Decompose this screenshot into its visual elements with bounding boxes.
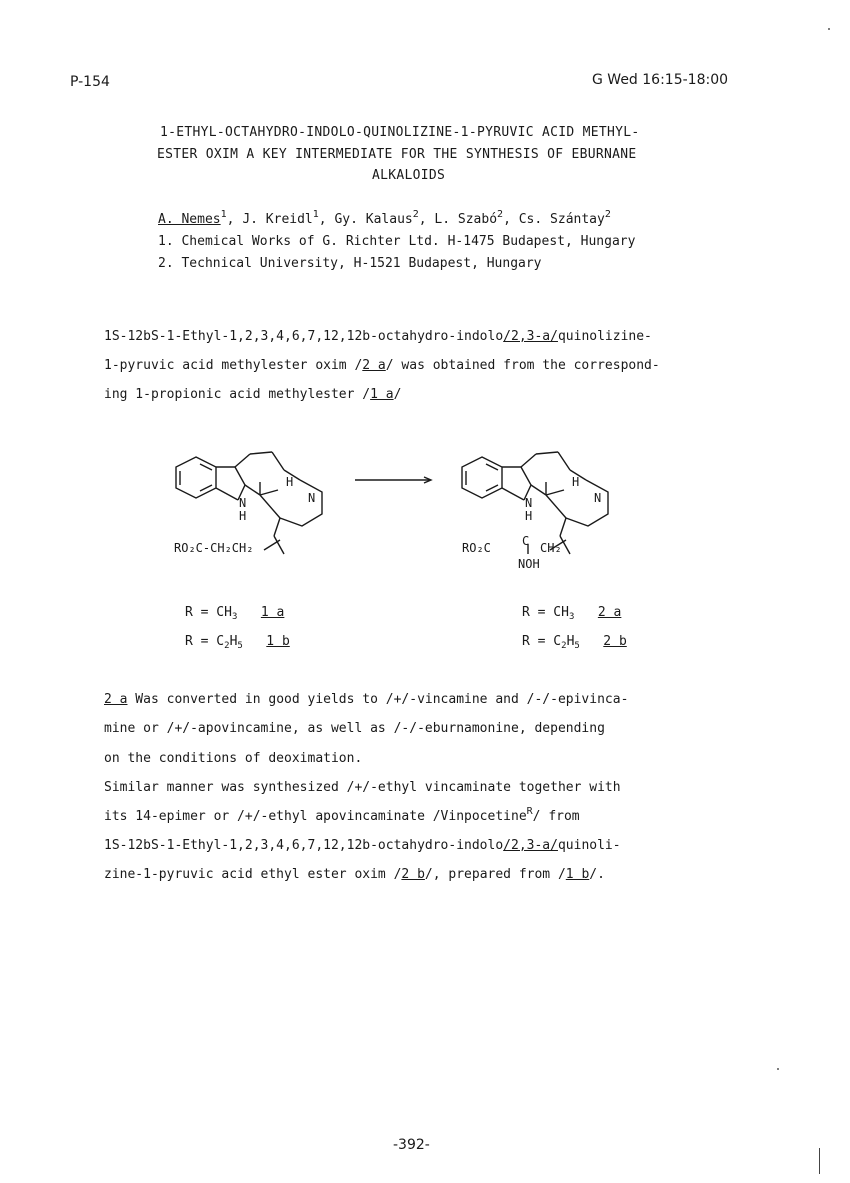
ester-group-right: RO₂C xyxy=(462,541,491,555)
compound-2a-row: $R = CH_3$ 2 a xyxy=(522,605,622,622)
indole-h-left: H xyxy=(239,509,247,523)
compound-ref: 2 a xyxy=(362,358,386,373)
quinolizine-n-right: N xyxy=(594,491,602,505)
stereo-h-left: H xyxy=(286,475,294,489)
author-list: A. Nemes$^1$, J. Kreidl$^1$, Gy. Kalaus$^2$, L. Szabó$^2$, Cs. Szántay$^2$ xyxy=(158,209,611,227)
oxime-noh-right: NOH xyxy=(518,557,540,571)
compound-ref: 2 b xyxy=(401,867,425,882)
compound-label: 2 b xyxy=(603,634,627,649)
compound-ref: 2 a xyxy=(104,692,128,707)
title-line-2: ESTER OXIM A KEY INTERMEDIATE FOR THE SYNTHESIS OF EBURNANE xyxy=(157,147,637,162)
author-affiliation-mark: 2 xyxy=(412,209,419,220)
affiliation-1: 1. Chemical Works of G. Richter Ltd. H-1475 Budapest, Hungary xyxy=(158,234,636,249)
author-name: L. Szabó xyxy=(434,212,498,227)
reaction-scheme xyxy=(160,440,680,590)
para2-line-4: Similar manner was synthesized /+/-ethyl vincaminate together with xyxy=(104,780,621,795)
quinolizine-n-left: N xyxy=(308,491,316,505)
indole-n-left: N xyxy=(239,496,247,510)
author-affiliation-mark: 1 xyxy=(312,209,319,220)
title-line-1: 1-ETHYL-OCTAHYDRO-INDOLO-QUINOLIZINE-1-PYRUVIC ACID METHYL- xyxy=(160,125,640,140)
para1-line-1: 1S-12bS-1-Ethyl-1,2,3,4,6,7,12,12b-octahydro-indolo/2,3-a/quinolizine- xyxy=(104,329,652,344)
compound-label: 1 a xyxy=(260,605,285,620)
scan-edge-mark xyxy=(819,1148,820,1174)
benzene-ring-right xyxy=(462,457,502,498)
para1-line-3: ing 1-propionic acid methylester /1 a/ xyxy=(104,387,402,402)
compound-label: 2 a xyxy=(597,605,622,620)
scan-speck xyxy=(828,28,830,30)
author-name: A. Nemes xyxy=(158,212,221,227)
author-name: J. Kreidl xyxy=(242,212,313,227)
para2-line-7: zine-1-pyruvic acid ethyl ester oxim /2 b/, prepared from /1 b/. xyxy=(104,867,605,882)
author-affiliation-mark: 1 xyxy=(220,209,227,220)
methylene-right: CH₂ xyxy=(540,541,562,555)
session-time: G Wed 16:15-18:00 xyxy=(592,72,729,88)
author-name: Gy. Kalaus xyxy=(334,212,413,227)
author-affiliation-mark: 2 xyxy=(604,209,611,220)
compound-label: 1 b xyxy=(266,634,290,649)
affiliation-2: 2. Technical University, H-1521 Budapest, Hungary xyxy=(158,256,542,271)
title-line-3: ALKALOIDS xyxy=(372,168,446,183)
compound-2b-row: $R = C_2H_5$ 2 b xyxy=(522,634,627,651)
benzene-ring-left xyxy=(176,457,216,498)
page-number: -392- xyxy=(393,1137,430,1153)
scan-speck xyxy=(777,1068,779,1070)
indole-n-right: N xyxy=(525,496,533,510)
para1-line-2: 1-pyruvic acid methylester oxim /2 a/ was obtained from the correspond- xyxy=(104,358,660,373)
para2-line-2: mine or /+/-apovincamine, as well as /-/-eburnamonine, depending xyxy=(104,721,605,736)
compound-1b-row: $R = C_2H_5$ 1 b xyxy=(185,634,290,651)
compound-ref: 1 a xyxy=(370,387,394,402)
stereo-h-right: H xyxy=(572,475,580,489)
para2-line-3: on the conditions of deoximation. xyxy=(104,751,363,766)
side-chain-left: RO₂C-CH₂CH₂ xyxy=(174,541,254,555)
author-name: Cs. Szántay xyxy=(518,212,605,227)
registered-mark: R xyxy=(526,806,533,817)
para2-line-6: 1S-12bS-1-Ethyl-1,2,3,4,6,7,12,12b-octahydro-indolo/2,3-a/quinoli- xyxy=(104,838,621,853)
indole-h-right: H xyxy=(525,509,533,523)
author-affiliation-mark: 2 xyxy=(497,209,504,220)
compound-ref: 1 b xyxy=(565,867,590,882)
para2-line-5: its 14-epimer or /+/-ethyl apovincaminate /Vinpocetine$^R$/ from xyxy=(104,806,580,824)
oxime-carbon-right: C xyxy=(522,534,530,548)
para2-line-1: 2 a Was converted in good yields to /+/-vincamine and /-/-epivinca- xyxy=(104,692,629,707)
compound-1a-row: $R = CH_3$ 1 a xyxy=(185,605,285,622)
abstract-code: P-154 xyxy=(70,74,110,90)
